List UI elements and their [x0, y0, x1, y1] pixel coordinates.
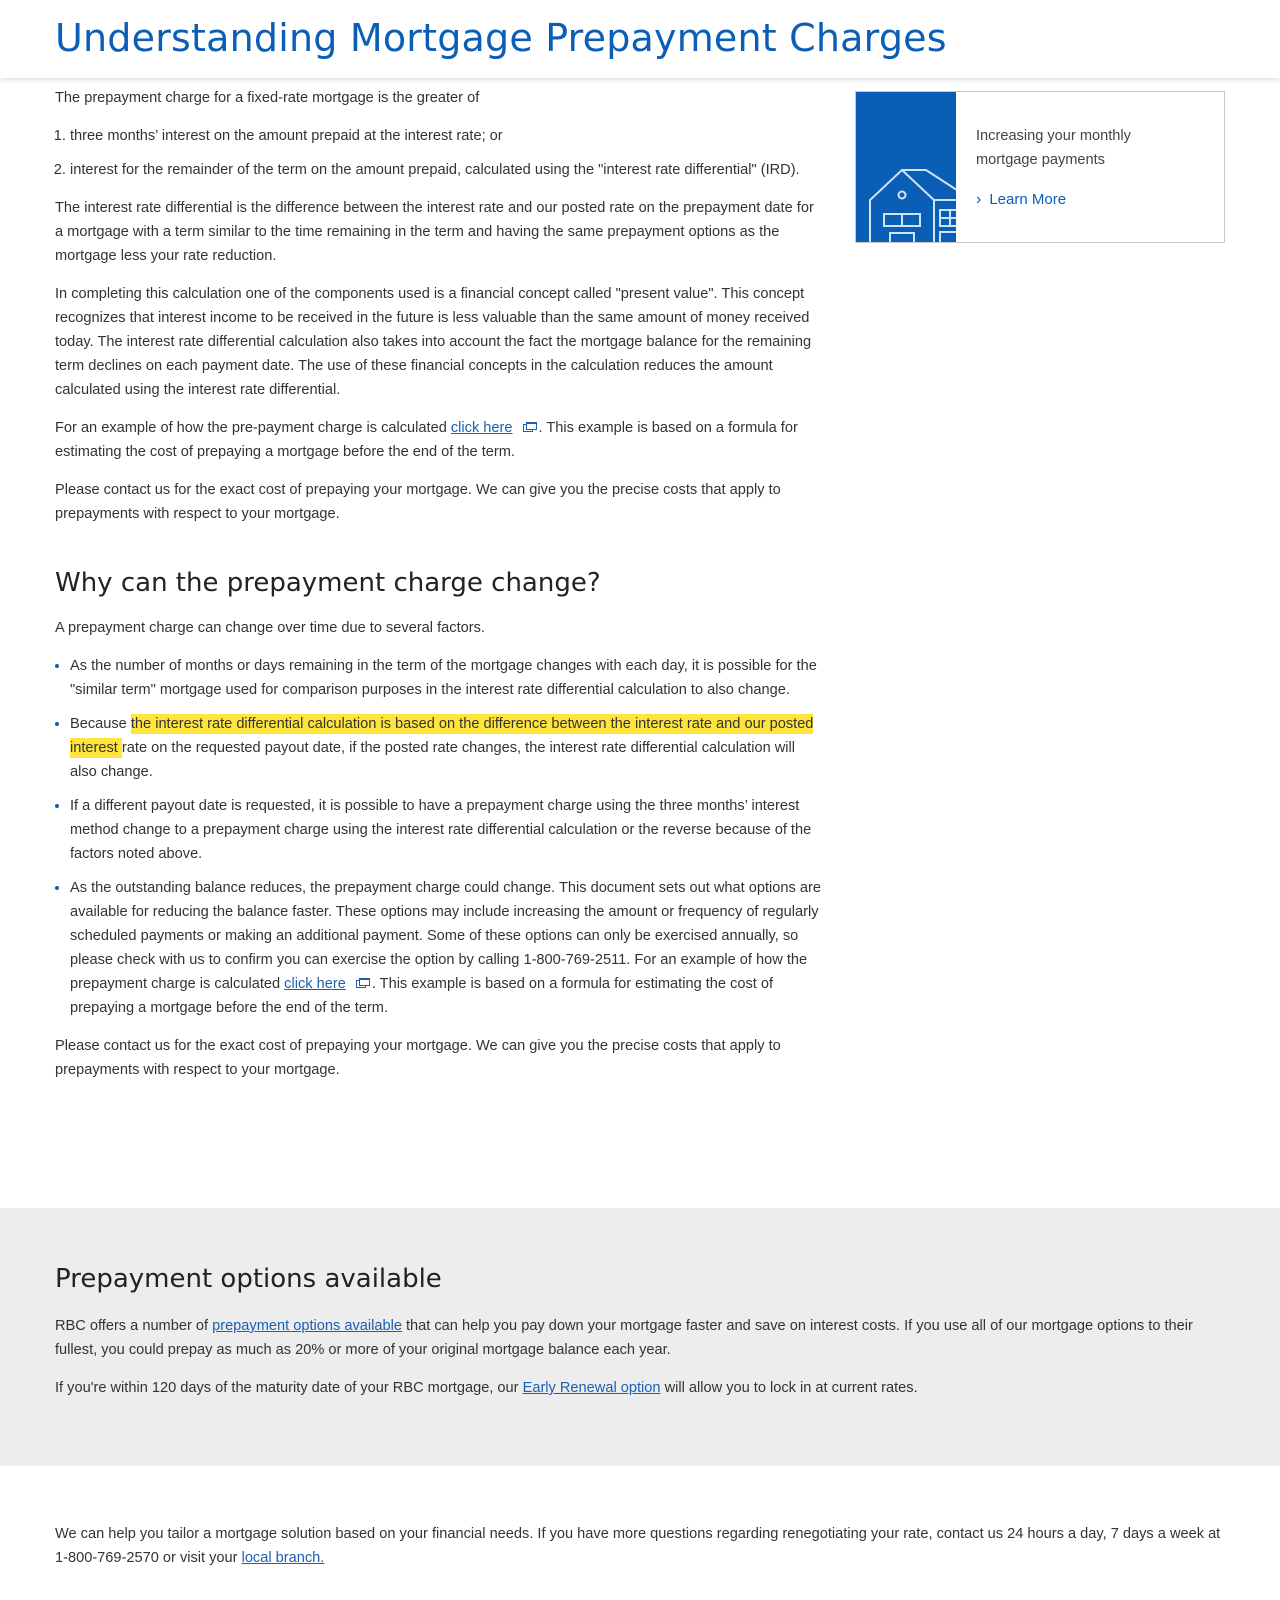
present-value-paragraph: In completing this calculation one of the components used is a financial concept called "present value". This concept recognizes that interest income to be received in the future is less valuable than the same amount of money received today. The interest rate differential calculation also takes into account the fact the mortgage balance for the remaining term declines on each payment date. The use of these financial concepts in the calculation reduces the amount calculated using the interest rate differential. [55, 286, 812, 398]
external-window-icon [523, 422, 537, 432]
why-contact-paragraph: Please contact us for the exact cost of prepaying your mortgage. We can give you the precise costs that apply to prepayments with respect to your mortgage. [55, 1038, 781, 1078]
local-branch-link[interactable]: local branch. [241, 1550, 325, 1566]
page-title: Understanding Mortgage Prepayment Charges [55, 16, 947, 60]
highlighted-text: the interest rate differential calculation is based on the difference between the interest rate and our posted interest [70, 716, 814, 756]
promo-card[interactable] [855, 91, 1225, 243]
chevron-right-icon: › [976, 191, 982, 208]
footer-paragraph: We can help you tailor a mortgage solution based on your financial needs. If you have more questions regarding renegotiating your rate, contact us 24 hours a day, 7 days a week at 1-800-769-2570 or visit your local branch. [55, 1526, 1221, 1566]
prepayment-options-link[interactable]: prepayment options available [212, 1318, 402, 1334]
promo-card-text: Increasing your monthly mortgage payments [976, 128, 1131, 168]
list-item: • As the number of months or days remaining in the term of the mortgage changes with each day, it is possible for the "similar term" mortgage used for comparison purposes in the interest rate differential calculation to also change. [70, 654, 825, 702]
list-item: • If a different payout date is requested, it is possible to have a prepayment charge using the three months’ interest method change to a prepayment charge using the interest rate differential calculation or the reverse because of the factors noted above. [70, 794, 825, 866]
factors-list [55, 654, 825, 1020]
example-paragraph: For an example of how the pre-payment charge is calculated click here . This example is based on a formula for estimating the cost of prepaying a mortgage before the end of the term. [55, 420, 798, 460]
house-illustration-icon [856, 92, 956, 242]
learn-more-link[interactable]: › Learn More [976, 188, 1066, 212]
ird-definition: The interest rate differential is the difference between the interest rate and our posted rate on the prepayment date for a mortgage with a term similar to the time remaining in the term and having the same prepayment options as the mortgage less your rate reduction. [55, 200, 814, 264]
list-item: • As the outstanding balance reduces, the prepayment charge could change. This document sets out what options are available for reducing the balance faster. These options may include increasing the amount or frequency of regularly scheduled payments or making an additional payment. Some of these options can only be exercised annually, so please check with us to confirm you can exercise the option by calling 1-800-769-2511. For an example of how the prepayment charge is calculated click here . This example is based on a formula for estimating the cost of prepaying a mortgage before the end of the term. [70, 876, 825, 1020]
list-item: • Because the interest rate differential calculation is based on the difference between the interest rate and our posted interest rate on the requested payout date, if the posted rate changes, the interest rate differential calculation will also change. [70, 712, 825, 784]
options-paragraph-2: If you're within 120 days of the maturity date of your RBC mortgage, our Early Renewal option will allow you to lock in at current rates. [55, 1380, 918, 1396]
list-item: 1. three months’ interest on the amount prepaid at the interest rate; or [70, 124, 825, 148]
example-click-here-link-2[interactable]: click here [284, 976, 346, 992]
why-lead: A prepayment charge can change over time due to several factors. [55, 620, 485, 636]
main-content [55, 86, 825, 1096]
prepayment-options-heading: Prepayment options available [55, 1264, 442, 1294]
options-paragraph-1: RBC offers a number of prepayment options available that can help you pay down your mortgage faster and save on interest costs. If you use all of our mortgage options to their fullest, you could prepay as much as 20% or more of your original mortgage balance each year. [55, 1318, 1193, 1358]
page-header [0, 0, 1280, 78]
why-heading: Why can the prepayment charge change? [55, 568, 601, 598]
example-click-here-link[interactable]: click here [450, 420, 513, 436]
prepayment-options-section [0, 1208, 1280, 1466]
list-item: 2. interest for the remainder of the term on the amount prepaid, calculated using the "interest rate differential" (IRD). [70, 158, 825, 182]
intro-lead: The prepayment charge for a fixed-rate mortgage is the greater of [55, 90, 480, 106]
charge-options-list [55, 124, 825, 182]
contact-paragraph: Please contact us for the exact cost of prepaying your mortgage. We can give you the precise costs that apply to prepayments with respect to your mortgage. [55, 482, 781, 522]
early-renewal-link[interactable]: Early Renewal option [522, 1380, 661, 1396]
external-window-icon [356, 978, 370, 988]
